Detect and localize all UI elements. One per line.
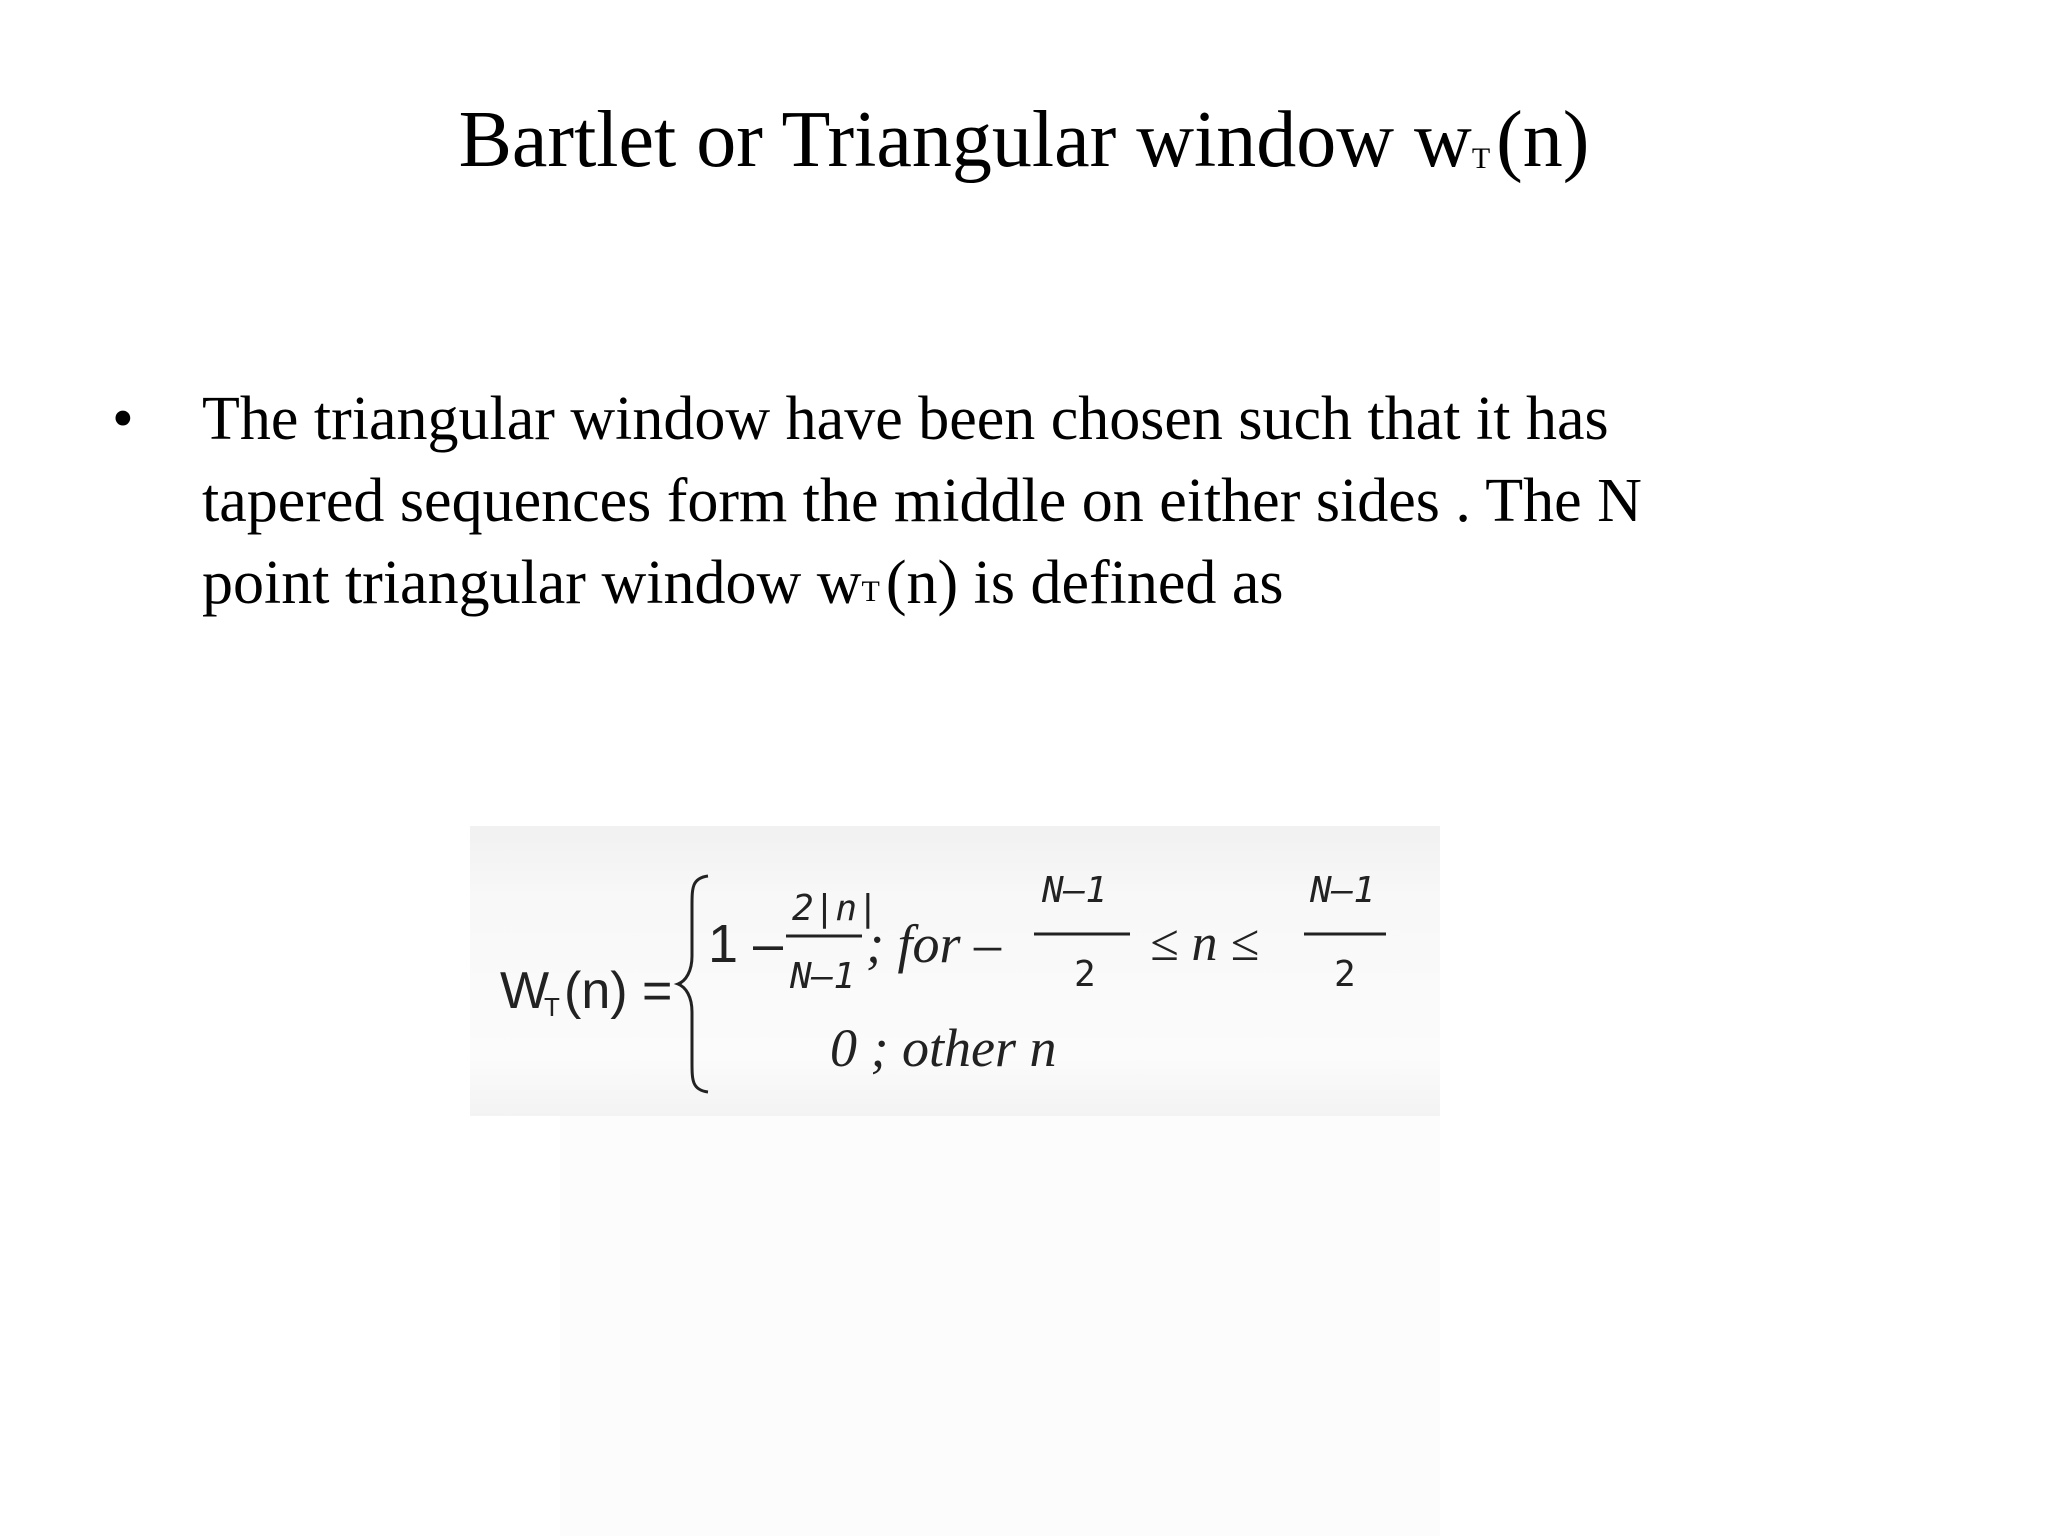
frac1-denominator: N–1 (790, 956, 856, 997)
formula-case-2: 0 ; other n (830, 1018, 1057, 1078)
bullet-line-3-subscript: T (861, 575, 880, 608)
brace-glyph (678, 876, 708, 1092)
formula-lhs: W (500, 962, 550, 1020)
formula-lhs-arg: (n) = (564, 962, 673, 1020)
frac2-numerator: N–1 (1042, 870, 1108, 911)
formula-image (470, 826, 1440, 1116)
formula-le-n-le: ≤ n ≤ (1150, 915, 1260, 972)
title-suffix: (n) (1496, 96, 1590, 184)
title-subscript: T (1471, 142, 1491, 175)
bullet-line-3-prefix: point triangular window w (202, 549, 862, 617)
bullet-marker: • (112, 385, 134, 453)
frac2-denominator: 2 (1074, 954, 1096, 995)
formula-lhs-subscript: T (544, 992, 560, 1022)
frac3-denominator: 2 (1334, 954, 1356, 995)
bullet-line-2: tapered sequences form the middle on either sides . The N (202, 467, 1642, 535)
bullet-line-3 (202, 542, 1962, 633)
formula-svg (470, 826, 1440, 1116)
title-text: Bartlet or Triangular window w (458, 96, 1472, 184)
slide-title (0, 96, 2048, 184)
formula-one-minus: 1 – (708, 914, 784, 974)
bullet-line-3-suffix: (n) is defined as (885, 549, 1284, 617)
frac1-numerator: 2|n| (792, 888, 879, 929)
faint-background-area (560, 1116, 1440, 1536)
bullet-text (202, 378, 1962, 633)
bullet-line-1: The triangular window have been chosen such that it has (202, 385, 1609, 453)
frac3-numerator: N–1 (1310, 870, 1376, 911)
formula-for-text: ; for – (866, 914, 1001, 974)
